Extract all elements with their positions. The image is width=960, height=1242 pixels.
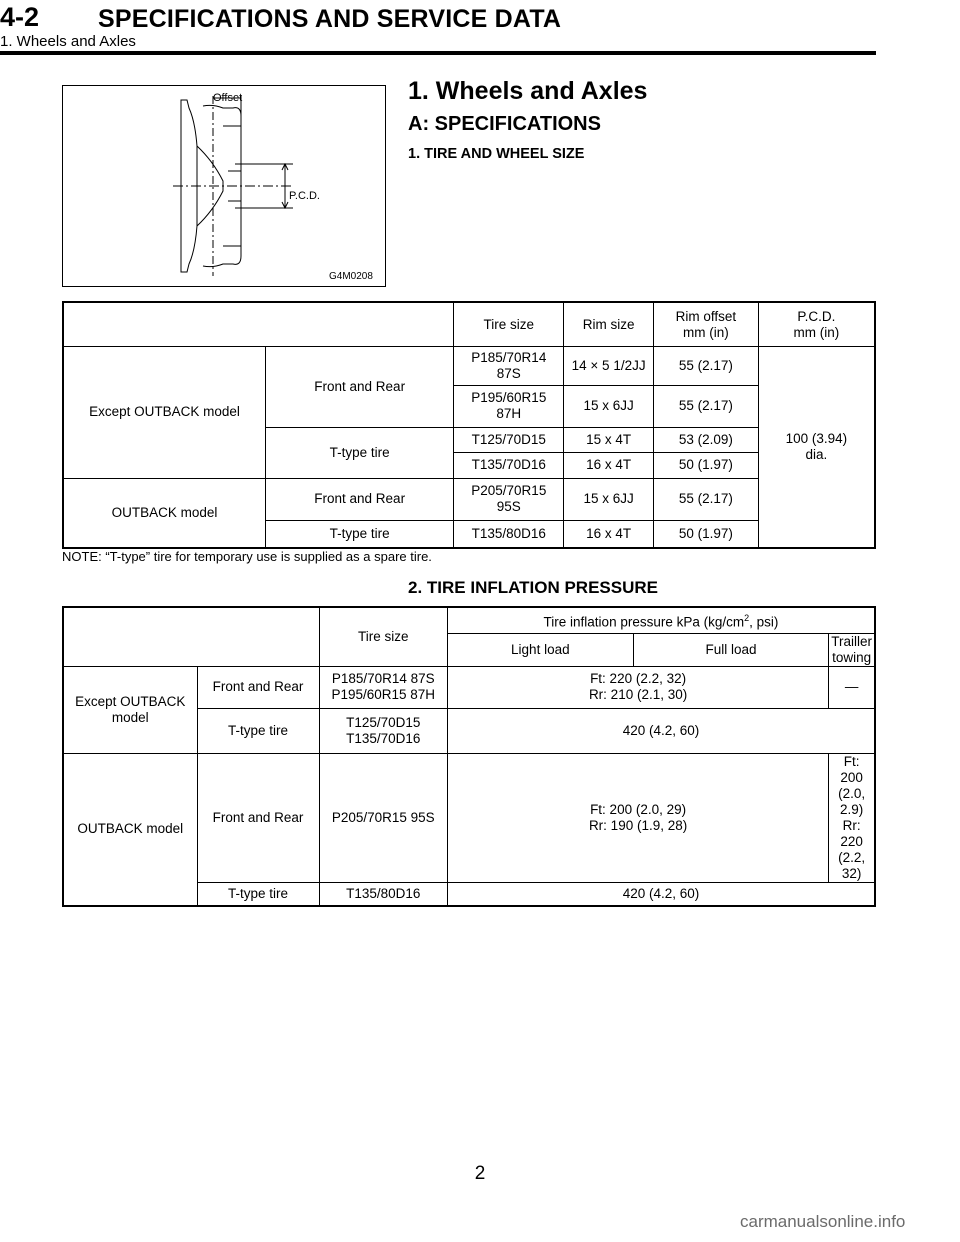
page-subtitle: 1. Wheels and Axles <box>0 33 136 50</box>
subsection-heading: A: SPECIFICATIONS <box>408 113 601 135</box>
tire-wheel-size-heading: 1. TIRE AND WHEEL SIZE <box>408 146 585 162</box>
section-heading: 1. Wheels and Axles <box>408 77 648 105</box>
rim-cell: 16 x 4T <box>564 453 654 478</box>
position-cell: Front and Rear <box>197 753 319 882</box>
pressure-cell: 420 (4.2, 60) <box>447 882 875 906</box>
section-number: 4-2 <box>0 2 40 32</box>
tire-inflation-heading: 2. TIRE INFLATION PRESSURE <box>408 578 658 597</box>
towing-cell: Ft: 200 (2.0, 2.9) Rr: 220 (2.2, 32) <box>829 753 875 882</box>
tire-cell: T125/70D15 T135/70D16 <box>319 708 447 753</box>
pressure-cell: 420 (4.2, 60) <box>447 708 875 753</box>
group-cell: OUTBACK model <box>63 753 197 906</box>
table-row <box>63 478 875 521</box>
pressure-cell: Ft: 200 (2.0, 29) Rr: 190 (1.9, 28) <box>447 753 828 882</box>
tire-cell: T125/70D15 <box>454 428 564 453</box>
header-rule <box>0 51 876 55</box>
pcd-cell: 100 (3.94) dia. <box>758 347 875 548</box>
watermark: carmanualsonline.info <box>740 1212 906 1231</box>
col-header: Rim size <box>564 302 654 347</box>
figure-code: G4M0208 <box>329 271 373 282</box>
position-cell: Front and Rear <box>265 347 453 428</box>
position-cell: Front and Rear <box>265 478 453 521</box>
offset-cell: 50 (1.97) <box>654 521 759 548</box>
rim-cell: 15 x 6JJ <box>564 385 654 428</box>
pressure-cell: Ft: 220 (2.2, 32) Rr: 210 (2.1, 30) <box>447 666 828 708</box>
tire-cell: P185/70R14 87S <box>454 347 564 385</box>
tire-cell: P185/70R14 87S P195/60R15 87H <box>319 666 447 708</box>
col-header: Trailler towing <box>829 633 875 666</box>
pcd-label: P.C.D. <box>289 190 320 202</box>
rim-cell: 15 x 6JJ <box>564 478 654 521</box>
wheel-cross-section-drawing <box>63 86 385 286</box>
rim-cell: 16 x 4T <box>564 521 654 548</box>
position-cell: T-type tire <box>197 708 319 753</box>
position-cell: Front and Rear <box>197 666 319 708</box>
towing-cell: — <box>829 666 875 708</box>
col-header: Tire inflation pressure kPa ($kg/cm^2$, psi) <box>447 607 875 633</box>
offset-cell: 50 (1.97) <box>654 453 759 478</box>
tire-wheel-size-table <box>62 301 876 549</box>
table-header-row <box>63 302 875 347</box>
table-row <box>63 753 875 882</box>
tire-cell: P205/70R15 95S <box>454 478 564 521</box>
note-text: NOTE: “T-type” tire for temporary use is supplied as a spare tire. <box>62 549 432 564</box>
tire-cell: T135/80D16 <box>454 521 564 548</box>
col-header: Tire size <box>319 607 447 666</box>
table-row <box>63 666 875 708</box>
group-cell: OUTBACK model <box>63 478 265 548</box>
col-header: P.C.D. mm (in) <box>758 302 875 347</box>
group-cell: Except OUTBACK model <box>63 666 197 753</box>
col-header: Full load <box>633 633 829 666</box>
col-header: Light load <box>447 633 633 666</box>
page-number: 2 <box>474 1163 486 1184</box>
page-title: SPECIFICATIONS AND SERVICE DATA <box>98 5 562 33</box>
offset-label: Offset <box>213 92 243 104</box>
col-header: Tire size <box>454 302 564 347</box>
offset-cell: 55 (2.17) <box>654 478 759 521</box>
tire-cell: T135/80D16 <box>319 882 447 906</box>
rim-cell: 14 × 5 1/2JJ <box>564 347 654 385</box>
tire-cell: P205/70R15 95S <box>319 753 447 882</box>
offset-cell: 55 (2.17) <box>654 385 759 428</box>
offset-cell: 53 (2.09) <box>654 428 759 453</box>
tire-cell: P195/60R15 87H <box>454 385 564 428</box>
position-cell: T-type tire <box>197 882 319 906</box>
table-header-row <box>63 607 875 633</box>
rim-cell: 15 x 4T <box>564 428 654 453</box>
offset-cell: 55 (2.17) <box>654 347 759 385</box>
wheel-figure <box>62 85 386 287</box>
tire-inflation-table <box>62 606 876 907</box>
group-cell: Except OUTBACK model <box>63 347 265 479</box>
tire-cell: T135/70D16 <box>454 453 564 478</box>
position-cell: T-type tire <box>265 428 453 479</box>
table-row <box>63 347 875 385</box>
col-header: Rim offset mm (in) <box>654 302 759 347</box>
position-cell: T-type tire <box>265 521 453 548</box>
